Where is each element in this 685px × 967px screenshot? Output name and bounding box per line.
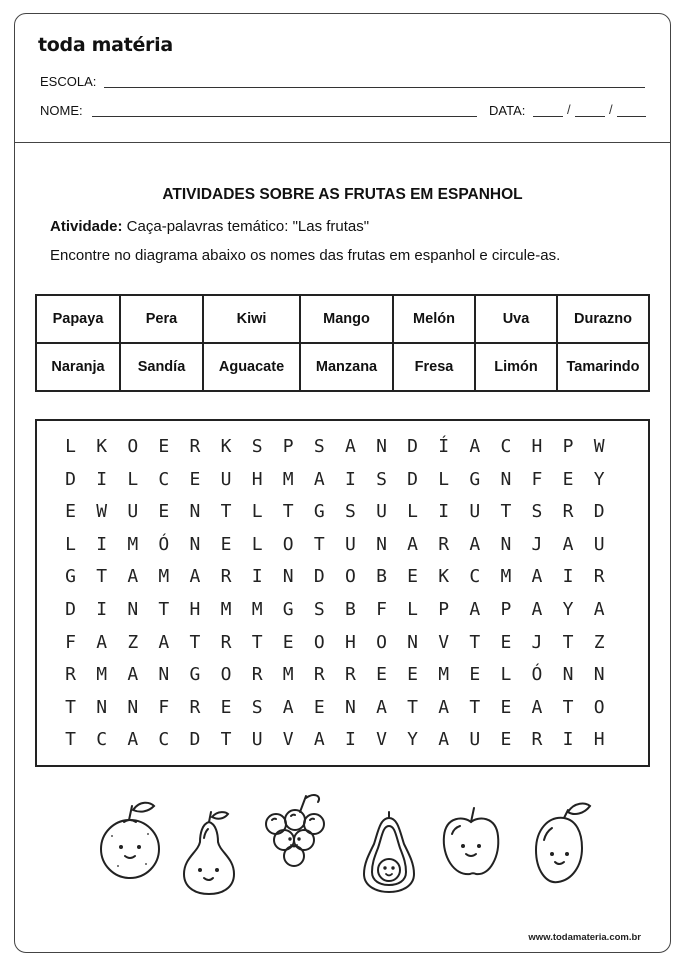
grid-letter[interactable]: E: [376, 664, 387, 686]
grid-letter[interactable]: H: [344, 631, 356, 653]
grid-letter[interactable]: R: [220, 631, 232, 653]
word-cell: Manzana: [300, 343, 393, 391]
grid-letter[interactable]: R: [189, 436, 201, 457]
grid-letter[interactable]: R: [593, 566, 605, 588]
grid-letter[interactable]: N: [500, 533, 512, 555]
activity-line: [50, 218, 369, 235]
grid-letter[interactable]: A: [96, 631, 108, 653]
grid-letter[interactable]: L: [407, 501, 418, 523]
grid-letter[interactable]: U: [127, 501, 139, 523]
grid-letter[interactable]: T: [96, 566, 108, 588]
grid-letter[interactable]: G: [313, 501, 325, 523]
grid-letter[interactable]: G: [189, 664, 201, 686]
grid-letter[interactable]: N: [127, 696, 139, 718]
grid-letter[interactable]: H: [531, 436, 543, 457]
word-cell: Fresa: [393, 343, 475, 391]
grid-letter[interactable]: A: [127, 664, 139, 686]
grid-letter[interactable]: W: [593, 436, 605, 457]
grid-letter[interactable]: C: [96, 729, 108, 751]
grid-letter[interactable]: G: [65, 566, 76, 588]
grid-letter[interactable]: M: [438, 664, 450, 686]
grid-letter[interactable]: M: [282, 664, 294, 686]
grid-letter[interactable]: R: [531, 729, 543, 751]
word-cell: Aguacate: [203, 343, 300, 391]
grid-letter[interactable]: L: [407, 598, 418, 620]
grid-letter[interactable]: D: [407, 436, 418, 457]
grid-letter[interactable]: O: [220, 664, 232, 686]
grid-letter[interactable]: T: [500, 501, 512, 523]
grid-row: [37, 431, 652, 464]
grid-row: [37, 594, 652, 627]
grid-letter[interactable]: F: [158, 696, 170, 718]
grid-row: [37, 724, 652, 757]
grid-letter[interactable]: T: [313, 533, 325, 555]
grid-letter[interactable]: H: [189, 598, 201, 620]
word-cell: Limón: [475, 343, 557, 391]
grid-letter[interactable]: L: [251, 533, 263, 555]
grid-letter[interactable]: N: [158, 664, 170, 686]
grid-letter[interactable]: Y: [407, 729, 418, 751]
date-year-field[interactable]: [617, 116, 646, 117]
grid-letter[interactable]: N: [282, 566, 294, 588]
grid-letter[interactable]: A: [531, 696, 543, 718]
school-label: ESCOLA:: [40, 74, 97, 89]
grid-letter[interactable]: N: [376, 436, 387, 457]
grid-letter[interactable]: E: [158, 501, 170, 523]
grid-letter[interactable]: N: [376, 533, 387, 555]
grid-letter[interactable]: K: [220, 436, 232, 457]
grid-letter[interactable]: I: [96, 598, 108, 620]
grid-row: [37, 627, 652, 660]
activity-label: Atividade:: [50, 218, 123, 235]
grid-letter[interactable]: K: [438, 566, 450, 588]
brand-logo: toda matéria: [38, 34, 173, 56]
grid-letter[interactable]: L: [65, 533, 76, 555]
grid-letter[interactable]: T: [407, 696, 418, 718]
grid-letter[interactable]: L: [251, 501, 263, 523]
grid-letter[interactable]: A: [469, 598, 481, 620]
grid-letter[interactable]: U: [469, 729, 481, 751]
grid-letter[interactable]: T: [158, 598, 170, 620]
grid-letter[interactable]: E: [500, 631, 512, 653]
grid-letter[interactable]: C: [469, 566, 481, 588]
grid-letter[interactable]: M: [158, 566, 170, 588]
page-title: ATIVIDADES SOBRE AS FRUTAS EM ESPANHOL: [162, 186, 523, 203]
grid-letter[interactable]: Y: [562, 598, 574, 620]
grid-letter[interactable]: D: [313, 566, 325, 588]
grid-letter[interactable]: T: [469, 696, 481, 718]
grid-letter[interactable]: I: [562, 566, 574, 588]
grid-letter[interactable]: C: [500, 436, 512, 457]
grid-letter[interactable]: M: [220, 598, 232, 620]
table-row: [36, 295, 649, 343]
grid-letter[interactable]: L: [438, 468, 450, 490]
word-cell: Mango: [300, 295, 393, 343]
grid-letter[interactable]: Ó: [531, 664, 543, 686]
grid-letter[interactable]: M: [282, 468, 294, 490]
date-day-field[interactable]: [533, 116, 563, 117]
date-month-field[interactable]: [575, 116, 605, 117]
grid-letter[interactable]: A: [593, 598, 605, 620]
grid-letter[interactable]: J: [531, 631, 543, 653]
grid-row: [37, 659, 652, 692]
grid-letter[interactable]: I: [562, 729, 574, 751]
grid-letter[interactable]: S: [376, 468, 387, 490]
grid-letter[interactable]: O: [127, 436, 139, 457]
grid-letter[interactable]: J: [531, 533, 543, 555]
grid-letter[interactable]: P: [562, 436, 574, 457]
grid-row: [37, 561, 652, 594]
grid-letter[interactable]: I: [344, 729, 356, 751]
grid-letter[interactable]: U: [251, 729, 263, 751]
grid-letter[interactable]: R: [562, 501, 574, 523]
grid-letter[interactable]: S: [313, 598, 325, 620]
grid-letter[interactable]: P: [438, 598, 450, 620]
grid-letter[interactable]: M: [127, 533, 139, 555]
grid-letter[interactable]: F: [65, 631, 76, 653]
header-divider: [15, 142, 670, 143]
grid-letter[interactable]: A: [531, 566, 543, 588]
grid-letter[interactable]: N: [344, 696, 356, 718]
grid-letter[interactable]: D: [65, 468, 76, 490]
grid-letter[interactable]: A: [127, 566, 139, 588]
grid-letter[interactable]: D: [65, 598, 76, 620]
grid-letter[interactable]: N: [500, 468, 512, 490]
grid-letter[interactable]: R: [65, 664, 76, 686]
grid-letter[interactable]: T: [562, 696, 574, 718]
grid-letter[interactable]: S: [344, 501, 356, 523]
grid-letter[interactable]: B: [376, 566, 387, 588]
grid-letter[interactable]: E: [282, 631, 294, 653]
grid-letter[interactable]: S: [531, 501, 543, 523]
word-list-table: [35, 294, 650, 392]
grid-letter[interactable]: T: [282, 501, 294, 523]
grid-letter[interactable]: B: [344, 598, 356, 620]
mango-icon: [528, 800, 594, 886]
word-cell: Kiwi: [203, 295, 300, 343]
grid-letter[interactable]: A: [344, 436, 356, 457]
grid-letter[interactable]: S: [251, 436, 263, 457]
grid-letter[interactable]: V: [438, 631, 450, 653]
grid-letter[interactable]: Í: [438, 436, 450, 457]
grid-letter[interactable]: R: [189, 696, 201, 718]
grid-letter[interactable]: G: [469, 468, 481, 490]
grapes-icon: [262, 790, 332, 872]
grid-letter[interactable]: A: [469, 533, 481, 555]
grid-letter[interactable]: O: [376, 631, 387, 653]
grid-letter[interactable]: F: [376, 598, 387, 620]
grid-letter[interactable]: R: [344, 664, 356, 686]
grid-letter[interactable]: I: [96, 468, 108, 490]
grid-letter[interactable]: P: [500, 598, 512, 620]
grid-letter[interactable]: T: [251, 631, 263, 653]
grid-letter[interactable]: E: [65, 501, 76, 523]
grid-letter[interactable]: D: [593, 501, 605, 523]
grid-row: [37, 692, 652, 725]
date-label: DATA:: [489, 103, 526, 118]
grid-letter[interactable]: H: [593, 729, 605, 751]
grid-letter[interactable]: U: [469, 501, 481, 523]
grid-letter[interactable]: E: [220, 696, 232, 718]
grid-letter[interactable]: T: [562, 631, 574, 653]
grid-letter[interactable]: A: [313, 468, 325, 490]
table-row: [36, 343, 649, 391]
grid-letter[interactable]: M: [500, 566, 512, 588]
grid-letter[interactable]: U: [344, 533, 356, 555]
grid-letter[interactable]: M: [251, 598, 263, 620]
grid-letter[interactable]: A: [407, 533, 418, 555]
grid-letter[interactable]: L: [127, 468, 139, 490]
avocado-icon: [358, 808, 420, 894]
grid-letter[interactable]: N: [593, 664, 605, 686]
grid-letter[interactable]: N: [562, 664, 574, 686]
grid-letter[interactable]: P: [282, 436, 294, 457]
grid-letter[interactable]: T: [189, 631, 201, 653]
grid-letter[interactable]: E: [189, 468, 201, 490]
grid-letter[interactable]: E: [500, 729, 512, 751]
grid-letter[interactable]: A: [531, 598, 543, 620]
word-cell: Tamarindo: [557, 343, 649, 391]
grid-letter[interactable]: L: [500, 664, 512, 686]
grid-letter[interactable]: V: [282, 729, 294, 751]
grid-letter[interactable]: W: [96, 501, 108, 523]
grid-letter[interactable]: A: [189, 566, 201, 588]
grid-letter[interactable]: N: [407, 631, 418, 653]
grid-letter[interactable]: A: [469, 436, 481, 457]
grid-letter[interactable]: A: [376, 696, 387, 718]
grid-letter[interactable]: D: [407, 468, 418, 490]
grid-letter[interactable]: N: [189, 533, 201, 555]
word-cell: Naranja: [36, 343, 120, 391]
date-separator: /: [609, 102, 613, 117]
grid-letter[interactable]: T: [469, 631, 481, 653]
fruit-illustrations: [90, 790, 610, 900]
instruction-text: Encontre no diagrama abaixo os nomes das frutas em espanhol e circule-as.: [50, 247, 561, 264]
grid-letter[interactable]: N: [127, 598, 139, 620]
grid-letter[interactable]: T: [220, 729, 232, 751]
grid-letter[interactable]: N: [189, 501, 201, 523]
grid-letter[interactable]: F: [531, 468, 543, 490]
grid-row: [37, 529, 652, 562]
grid-letter[interactable]: E: [158, 436, 170, 457]
grid-row: [37, 464, 652, 497]
grid-letter[interactable]: U: [376, 501, 387, 523]
word-search-box: [35, 419, 650, 767]
grid-letter[interactable]: O: [313, 631, 325, 653]
word-search-grid: [37, 431, 652, 757]
grid-letter[interactable]: C: [158, 729, 170, 751]
grid-letter[interactable]: I: [251, 566, 263, 588]
grid-letter[interactable]: M: [96, 664, 108, 686]
grid-letter[interactable]: R: [438, 533, 450, 555]
school-field[interactable]: [104, 87, 645, 88]
word-cell: Sandía: [120, 343, 203, 391]
grid-letter[interactable]: K: [96, 436, 108, 457]
grid-letter[interactable]: S: [251, 696, 263, 718]
grid-letter[interactable]: E: [469, 664, 481, 686]
word-cell: Melón: [393, 295, 475, 343]
date-separator: /: [567, 102, 571, 117]
grid-letter[interactable]: E: [313, 696, 325, 718]
grid-letter[interactable]: L: [65, 436, 76, 457]
grid-letter[interactable]: E: [500, 696, 512, 718]
grid-letter[interactable]: U: [220, 468, 232, 490]
grid-row: [37, 496, 652, 529]
grid-letter[interactable]: U: [593, 533, 605, 555]
grid-letter[interactable]: E: [407, 566, 418, 588]
grid-letter[interactable]: O: [593, 696, 605, 718]
grid-letter[interactable]: R: [220, 566, 232, 588]
grid-letter[interactable]: C: [158, 468, 170, 490]
grid-letter[interactable]: S: [313, 436, 325, 457]
grid-letter[interactable]: E: [220, 533, 232, 555]
grid-letter[interactable]: R: [251, 664, 263, 686]
grid-letter[interactable]: A: [313, 729, 325, 751]
grid-letter[interactable]: O: [282, 533, 294, 555]
word-cell: Durazno: [557, 295, 649, 343]
grid-letter[interactable]: I: [96, 533, 108, 555]
name-field[interactable]: [92, 116, 477, 117]
grid-letter[interactable]: G: [282, 598, 294, 620]
grid-letter[interactable]: N: [96, 696, 108, 718]
grid-letter[interactable]: A: [158, 631, 170, 653]
grid-letter[interactable]: R: [313, 664, 325, 686]
activity-text: Caça-palavras temático: "Las frutas": [122, 218, 370, 235]
grid-letter[interactable]: A: [438, 696, 450, 718]
grid-letter[interactable]: T: [65, 696, 76, 718]
grid-letter[interactable]: A: [282, 696, 294, 718]
grid-letter[interactable]: O: [344, 566, 356, 588]
footer-website: www.todamateria.com.br: [528, 932, 641, 943]
grid-letter[interactable]: Ó: [158, 533, 170, 555]
grid-letter[interactable]: T: [65, 729, 76, 751]
grid-letter[interactable]: E: [562, 468, 574, 490]
grid-letter[interactable]: Z: [593, 631, 605, 653]
pear-icon: [178, 808, 240, 898]
apple-icon: [438, 804, 504, 880]
name-label: NOME:: [40, 103, 83, 118]
grid-letter[interactable]: H: [251, 468, 263, 490]
grid-letter[interactable]: Y: [593, 468, 605, 490]
grid-letter[interactable]: D: [189, 729, 201, 751]
word-cell: Pera: [120, 295, 203, 343]
grid-letter[interactable]: A: [127, 729, 139, 751]
grid-letter[interactable]: A: [562, 533, 574, 555]
orange-icon: [98, 794, 164, 886]
word-cell: Papaya: [36, 295, 120, 343]
grid-letter[interactable]: A: [438, 729, 450, 751]
grid-letter[interactable]: T: [220, 501, 232, 523]
grid-letter[interactable]: I: [438, 501, 450, 523]
grid-letter[interactable]: I: [344, 468, 356, 490]
grid-letter[interactable]: V: [376, 729, 387, 751]
grid-letter[interactable]: Z: [127, 631, 139, 653]
word-cell: Uva: [475, 295, 557, 343]
grid-letter[interactable]: E: [407, 664, 418, 686]
